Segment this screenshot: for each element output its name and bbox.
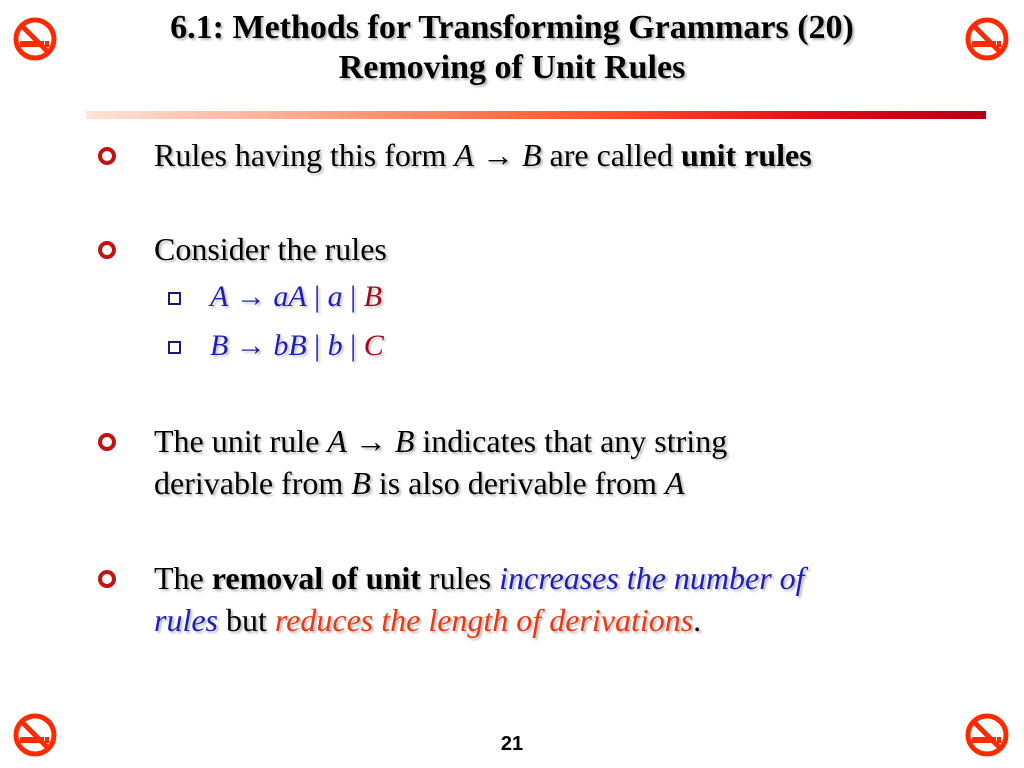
title-line-1: 6.1: Methods for Transforming Grammars (20) <box>170 9 854 46</box>
hollow-square-bullet-icon <box>168 341 181 354</box>
bullet-text-line-2: derivable from B is also derivable from A <box>154 465 685 501</box>
red-circle-bullet-icon <box>98 240 118 260</box>
hollow-square-bullet-icon <box>168 292 181 305</box>
red-circle-bullet-icon <box>98 569 118 589</box>
no-smoking-sign-icon <box>12 16 58 62</box>
unit-production-c: C <box>363 329 384 362</box>
bullet-text: Rules having this form A → B are called unit rules <box>154 137 812 173</box>
red-circle-bullet-icon <box>98 146 118 166</box>
grammar-rule-a: A → aA | a | B <box>210 280 383 313</box>
title-underline-bar <box>86 111 986 119</box>
grammar-rule-b: B → bB | b | C <box>210 329 384 362</box>
title-line-2: Removing of Unit Rules <box>338 49 686 86</box>
page-number: 21 <box>500 733 524 755</box>
reduces-length-phrase: reduces the length of derivations <box>274 602 694 638</box>
no-smoking-sign-icon <box>964 16 1010 62</box>
bullet-text-line-1: The removal of unit rules increases the number of <box>154 560 805 596</box>
bullet-text-line-2: rules but reduces the length of derivations. <box>154 602 702 638</box>
slide-title <box>0 8 1024 88</box>
bullet-text-line-1: The unit rule A → B indicates that any string <box>154 423 728 459</box>
bullet-text: Consider the rules <box>154 231 387 267</box>
increases-rules-phrase: increases the number of <box>499 560 805 596</box>
removal-of-unit-term: removal of unit <box>211 560 421 596</box>
red-circle-bullet-icon <box>98 432 118 452</box>
unit-rules-term: unit rules <box>680 137 812 173</box>
unit-production-b: B <box>363 280 383 313</box>
